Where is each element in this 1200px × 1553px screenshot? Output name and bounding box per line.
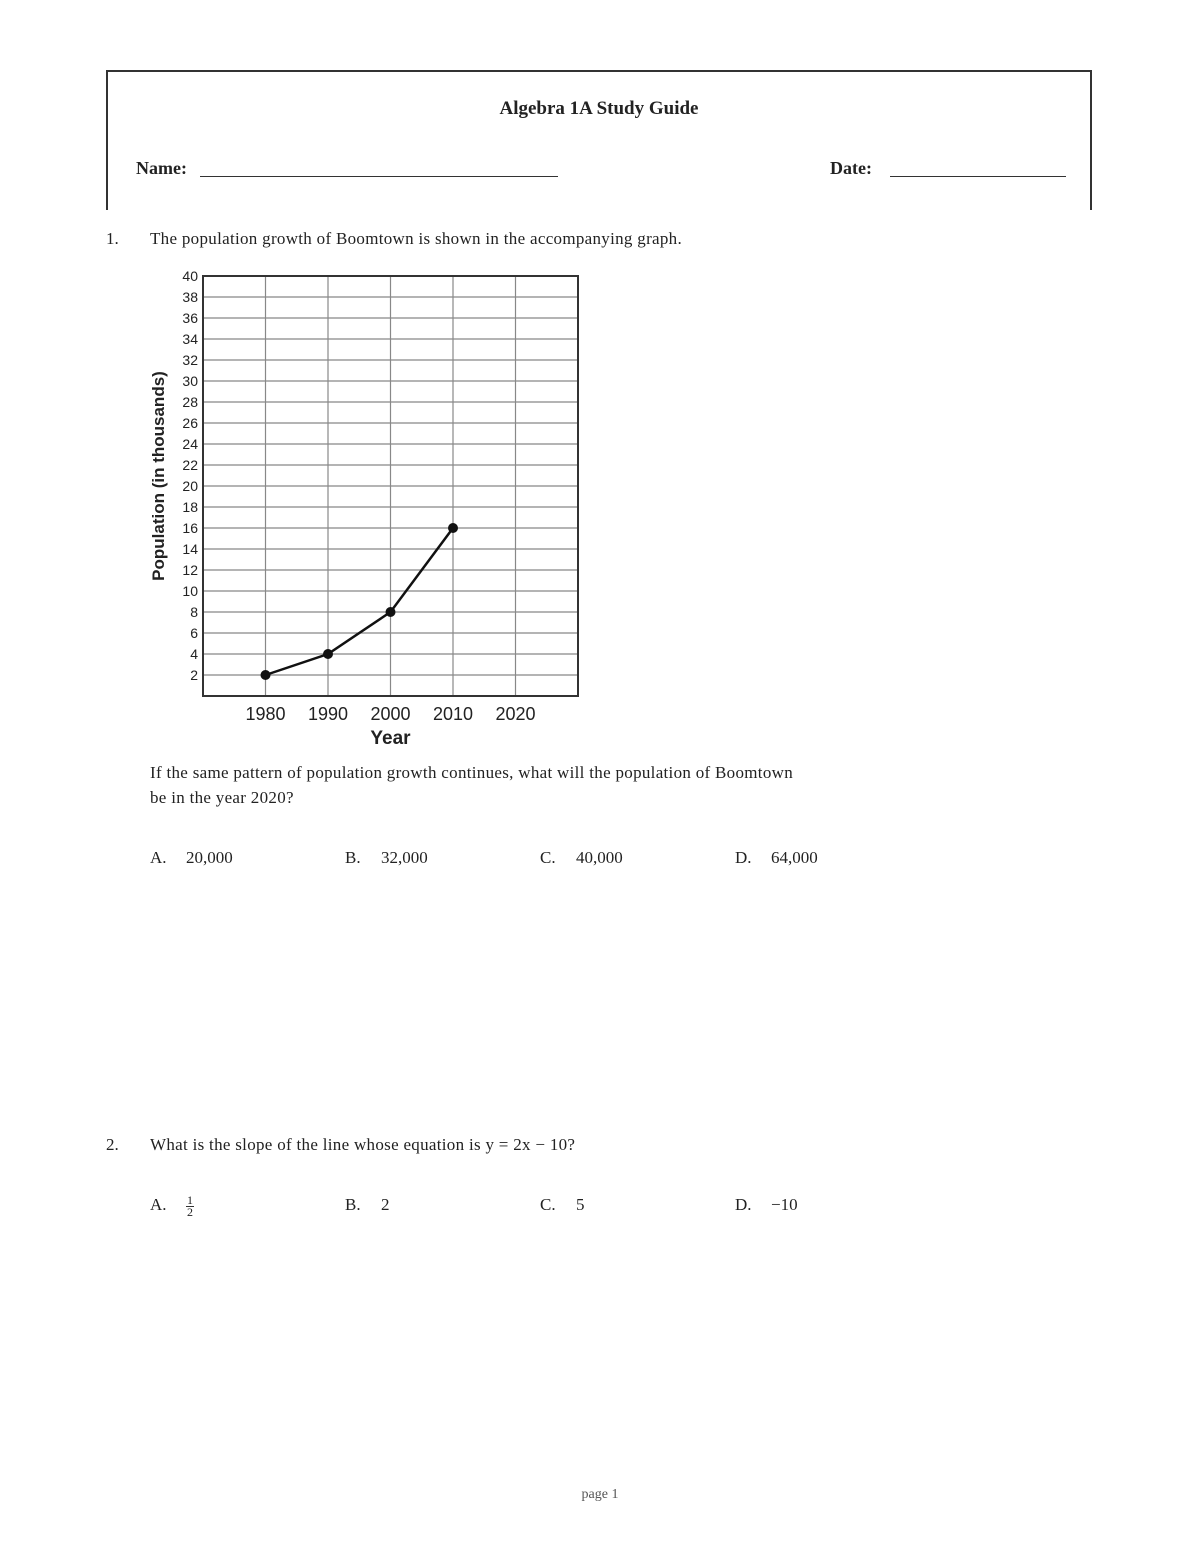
choice-value: 40,000 <box>576 848 623 867</box>
q2-choice-a[interactable] <box>150 1195 194 1218</box>
y-tick-2: 2 <box>190 667 198 683</box>
choice-value: −10 <box>771 1195 798 1214</box>
x-tick-1980: 1980 <box>245 704 286 724</box>
fraction-denominator: 2 <box>187 1205 193 1219</box>
x-tick-2020: 2020 <box>495 704 536 724</box>
y-tick-26: 26 <box>182 415 198 431</box>
choice-value: 64,000 <box>771 848 818 867</box>
y-tick-24: 24 <box>182 436 198 452</box>
question-1-text: The population growth of Boomtown is shown in the accompanying graph. <box>150 229 683 248</box>
choice-letter: D. <box>735 1195 752 1214</box>
y-tick-16: 16 <box>182 520 198 536</box>
q1-choice-b[interactable] <box>345 848 428 868</box>
choice-letter: B. <box>345 848 361 867</box>
question-2-text: What is the slope of the line whose equation is y = 2x − 10? <box>150 1135 576 1154</box>
chart-x-axis-label: Year <box>370 728 411 749</box>
q2-choice-d[interactable] <box>735 1195 798 1215</box>
y-tick-34: 34 <box>182 331 198 347</box>
y-tick-10: 10 <box>182 583 198 599</box>
header-box <box>106 70 1092 210</box>
choice-letter: C. <box>540 848 556 867</box>
date-label: Date: <box>830 158 872 178</box>
q1-choice-a[interactable] <box>150 848 233 868</box>
question-1-followup-line-2: be in the year 2020? <box>150 788 294 807</box>
choice-value: 32,000 <box>381 848 428 867</box>
q2-choice-b[interactable] <box>345 1195 390 1215</box>
fraction-numerator: 1 <box>187 1193 193 1207</box>
name-label: Name: <box>136 158 187 178</box>
y-tick-22: 22 <box>182 457 198 473</box>
y-tick-6: 6 <box>190 625 198 641</box>
population-chart <box>140 262 590 752</box>
y-tick-40: 40 <box>182 268 198 284</box>
choice-value: 20,000 <box>186 848 233 867</box>
choice-letter: A. <box>150 848 167 867</box>
chart-y-tick-labels <box>182 268 198 683</box>
choice-letter: B. <box>345 1195 361 1214</box>
x-tick-2010: 2010 <box>432 704 474 724</box>
choice-letter: A. <box>150 1195 167 1215</box>
choice-value: 2 <box>381 1195 390 1214</box>
x-tick-2000: 2000 <box>370 704 411 724</box>
chart-series <box>261 523 459 680</box>
page-title: Algebra 1A Study Guide <box>499 98 699 119</box>
y-tick-18: 18 <box>182 499 198 515</box>
y-tick-20: 20 <box>182 478 198 494</box>
chart-x-tick-labels <box>245 704 535 724</box>
data-point-2000 <box>386 607 396 617</box>
y-tick-32: 32 <box>182 352 198 368</box>
y-tick-36: 36 <box>182 310 198 326</box>
fraction <box>186 1195 194 1218</box>
choice-letter: C. <box>540 1195 556 1214</box>
q1-choice-c[interactable] <box>540 848 623 868</box>
question-1-number: 1. <box>106 229 119 248</box>
q1-choice-d[interactable] <box>735 848 818 868</box>
y-tick-28: 28 <box>182 394 198 410</box>
series-line-0 <box>266 528 454 675</box>
chart-y-axis-label: Population (in thousands) <box>149 371 168 581</box>
question-1-followup-line-1: If the same pattern of population growth continues, what will the population of Boomtown <box>150 763 794 782</box>
x-tick-1990: 1990 <box>307 704 349 724</box>
y-tick-8: 8 <box>190 604 198 620</box>
name-blank[interactable] <box>200 176 558 177</box>
data-point-1980 <box>261 670 271 680</box>
y-tick-38: 38 <box>182 289 198 305</box>
data-point-1990 <box>323 649 333 659</box>
page-number: page 1 <box>581 1487 619 1502</box>
question-2-number: 2. <box>106 1135 119 1154</box>
y-tick-12: 12 <box>182 562 198 578</box>
y-tick-4: 4 <box>190 646 198 662</box>
choice-value: 5 <box>576 1195 585 1214</box>
q2-choice-c[interactable] <box>540 1195 585 1215</box>
date-blank[interactable] <box>890 176 1066 177</box>
y-tick-30: 30 <box>182 373 198 389</box>
y-tick-14: 14 <box>182 541 198 557</box>
data-point-2010 <box>448 523 458 533</box>
choice-letter: D. <box>735 848 752 867</box>
